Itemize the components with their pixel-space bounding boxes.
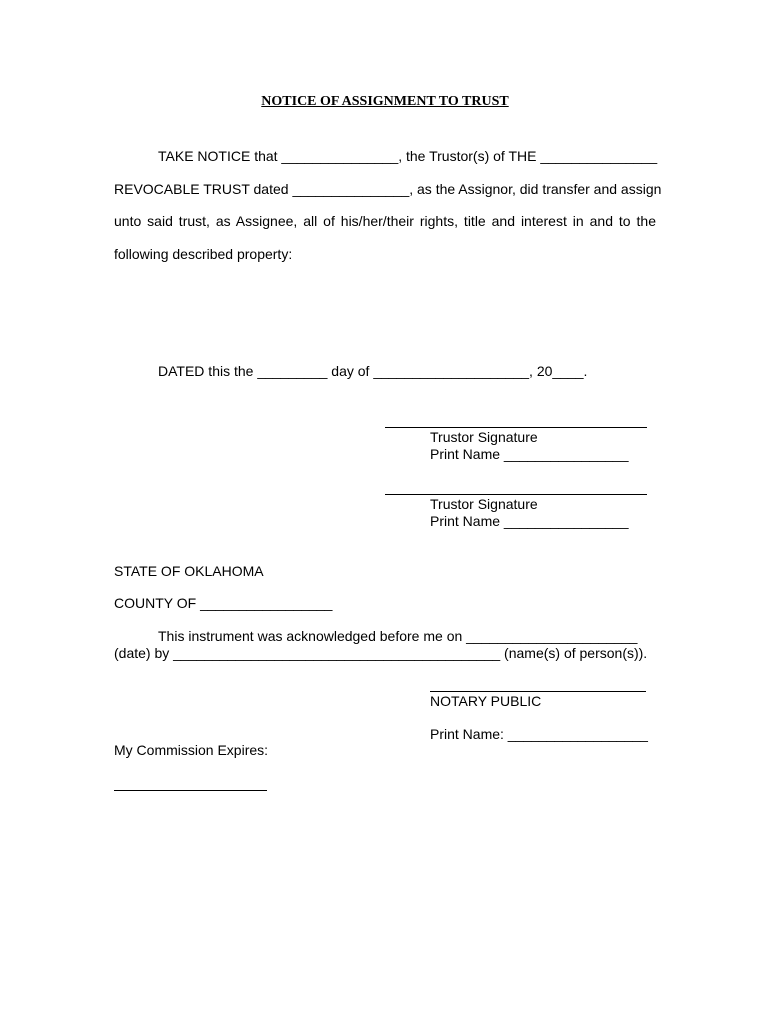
document-title: NOTICE OF ASSIGNMENT TO TRUST: [261, 94, 509, 109]
notary-signature-line: [430, 691, 646, 692]
commission-expires-line: [114, 790, 267, 791]
acknowledgment-line-2: (date) by __________________________________________ (name(s) of person(s)).: [114, 645, 648, 661]
signature-print-name-1: Print Name ________________: [430, 446, 629, 462]
notice-line-4: following described property:: [114, 246, 293, 262]
signature-line-1: [385, 427, 647, 428]
notice-line-2: REVOCABLE TRUST dated _______________, as the Assignor, did transfer and assign: [114, 181, 662, 197]
signature-line-2: [385, 494, 647, 495]
state-line: STATE OF OKLAHOMA: [114, 563, 264, 579]
signature-label-1: Trustor Signature: [430, 429, 538, 445]
county-line: COUNTY OF _________________: [114, 595, 333, 611]
notice-line-1: TAKE NOTICE that _______________, the Trustor(s) of THE _______________: [158, 148, 658, 164]
signature-label-2: Trustor Signature: [430, 496, 538, 512]
acknowledgment-line-1: This instrument was acknowledged before me on ______________________: [158, 628, 638, 644]
notice-line-3: unto said trust, as Assignee, all of his/her/their rights, title and interest in and to the: [114, 213, 656, 229]
dated-line: DATED this the _________ day of ____________________, 20____.: [158, 363, 588, 379]
commission-expires-label: My Commission Expires:: [114, 742, 269, 758]
signature-print-name-2: Print Name ________________: [430, 513, 629, 529]
notary-public-label: NOTARY PUBLIC: [430, 693, 542, 709]
notary-print-name: Print Name: __________________: [430, 726, 648, 742]
